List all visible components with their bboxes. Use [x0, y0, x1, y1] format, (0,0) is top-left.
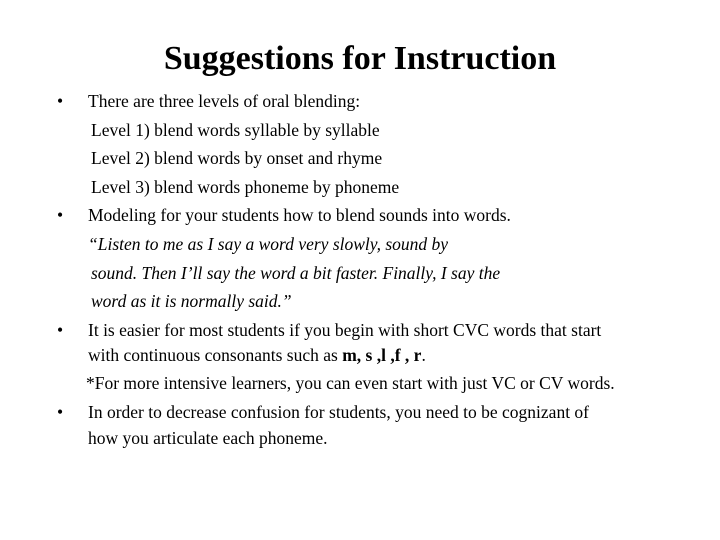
bullet4-line1: In order to decrease confusion for students, you need to be cognizant of [88, 402, 590, 422]
bullet3-line2 [88, 344, 426, 366]
bullet3-line2-prefix: with continuous consonants such as [88, 345, 343, 365]
bullet2-text: Modeling for your students how to blend sounds into words. [88, 205, 511, 225]
bullet-marker: • [57, 91, 64, 111]
quote-line-2: sound. Then I’ll say the word a bit faster. Finally, I say the [91, 263, 501, 283]
level1-text: Level 1) blend words syllable by syllable [91, 120, 380, 140]
bullet1-intro: There are three levels of oral blending: [88, 91, 361, 111]
bullet-marker: • [57, 320, 64, 340]
bullet4-line2: how you articulate each phoneme. [88, 428, 328, 448]
level3-text: Level 3) blend words phoneme by phoneme [91, 177, 400, 197]
bullet-marker: • [57, 205, 64, 225]
bullet3-line1: It is easier for most students if you begin with short CVC words that start [88, 320, 602, 340]
slide-title: Suggestions for Instruction [163, 40, 557, 77]
level2-text: Level 2) blend words by onset and rhyme [91, 148, 383, 168]
consonant-list: m, s ,l ,f , r [342, 345, 422, 365]
bullet-marker: • [57, 402, 64, 422]
quote-line-1: “Listen to me as I say a word very slowly, sound by [88, 234, 449, 254]
intensive-learners-note: *For more intensive learners, you can even start with just VC or CV words. [86, 373, 615, 393]
bullet3-line2-suffix: . [421, 345, 426, 365]
quote-line-3: word as it is normally said.” [91, 291, 292, 311]
